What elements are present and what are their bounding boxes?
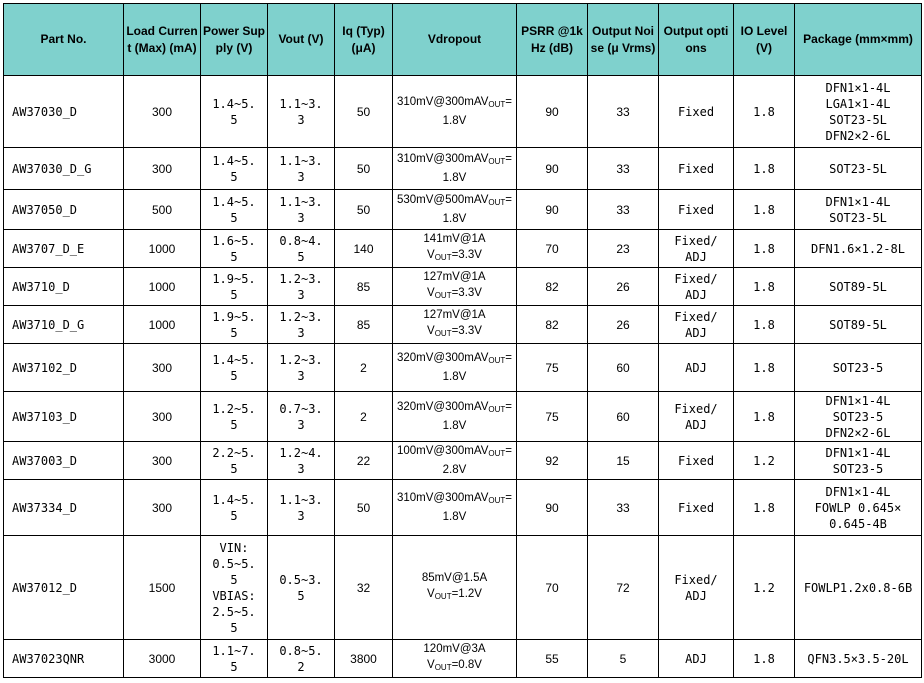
vout-cell [268,536,335,640]
load-current-cell: 1000 [124,268,201,306]
output-options-cell [659,480,734,536]
cell-line: 3 [297,210,305,225]
cell-line: Fixed [677,500,715,515]
part-no-cell: AW37023QNR [4,640,124,678]
output-options-cell [659,148,734,190]
cell-line: $V_{OUT}=0.8V$ [427,659,482,672]
power-supply-cell [201,268,268,306]
vdropout-cell [393,392,517,442]
output-noise-cell: 26 [588,306,659,344]
io-level-cell: 1.8 [734,190,795,230]
cell-line: 1.4~5. [212,194,256,209]
table-row [4,392,922,442]
output-options-cell [659,268,734,306]
load-current-cell: 1000 [124,306,201,344]
cell-line: 2 [297,659,305,674]
iq-cell: 22 [335,442,393,480]
package-cell [795,536,922,640]
header-vout: Vout (V) [268,4,335,76]
cell-line: 120mV@3A [423,643,486,655]
output-options-cell [659,536,734,640]
vout-cell [268,344,335,392]
header-package: Package (mm×mm) [795,4,922,76]
header-part-no: Part No. [4,4,124,76]
cell-line: DFN1×1-4L [825,393,891,408]
iq-cell: 85 [335,306,393,344]
cell-line: SOT23-5 [832,360,884,375]
cell-line: 5 [230,112,238,127]
cell-line: LGA1×1-4L [825,96,891,111]
vdropout-cell [393,148,517,190]
cell-line: 3 [297,461,305,476]
cell-line: 1.8V [442,172,467,184]
cell-line: 0.5~3. [279,572,323,587]
psrr-cell: 90 [517,480,588,536]
io-level-cell: 1.8 [734,148,795,190]
table-row [4,148,922,190]
vdropout-cell [393,268,517,306]
cell-line: 1.2~3. [279,352,323,367]
cell-line: DFN1×1-4L [825,445,891,460]
cell-line: 3 [297,508,305,523]
cell-line: 1.1~3. [279,153,323,168]
cell-line: Fixed [677,104,715,119]
output-options-cell [659,190,734,230]
header-vdropout: Vdropout [393,4,517,76]
header-row [4,4,922,76]
output-noise-cell: 60 [588,392,659,442]
package-cell [795,190,922,230]
cell-line: 5 [297,588,305,603]
psrr-cell: 90 [517,190,588,230]
cell-line: ADJ [685,651,707,666]
cell-line: 5 [230,249,238,264]
power-supply-cell [201,230,268,268]
table-row [4,268,922,306]
psrr-cell: 82 [517,306,588,344]
power-supply-cell [201,392,268,442]
psrr-cell: 75 [517,344,588,392]
cell-line: 3 [297,112,305,127]
cell-line: 1.4~5. [212,352,256,367]
iq-cell: 50 [335,190,393,230]
cell-line: 1.2~3. [279,271,323,286]
cell-line: 3 [297,287,305,302]
output-noise-cell: 15 [588,442,659,480]
vout-cell [268,268,335,306]
cell-line: 1.8V [442,420,467,432]
load-current-cell: 300 [124,76,201,148]
cell-line: 1.1~3. [279,96,323,111]
part-no-cell: AW37030_D [4,76,124,148]
part-no-cell: AW3710_D_G [4,306,124,344]
cell-line: 141mV@1A [423,233,486,245]
vdropout-cell [393,536,517,640]
output-options-cell [659,76,734,148]
part-no-cell: AW37003_D [4,442,124,480]
load-current-cell: 300 [124,392,201,442]
vdropout-cell [393,344,517,392]
cell-line: VBIAS: [212,588,256,603]
package-cell [795,344,922,392]
output-noise-cell: 72 [588,536,659,640]
output-options-cell [659,640,734,678]
vout-cell [268,640,335,678]
header-load-current: Load Current (Max) (mA) [124,4,201,76]
part-no-cell: AW37012_D [4,536,124,640]
cell-line: 0.645-4B [829,516,887,531]
output-noise-cell: 60 [588,344,659,392]
vout-cell [268,392,335,442]
cell-line: DFN1×1-4L [825,194,891,209]
cell-line: Fixed/ [674,271,718,286]
package-cell [795,76,922,148]
power-supply-cell [201,306,268,344]
load-current-cell: 300 [124,344,201,392]
cell-line: 1.8V [442,213,467,225]
header-iq: Iq (Typ) (μA) [335,4,393,76]
psrr-cell: 55 [517,640,588,678]
cell-line: 100mV@300mAV$_{OUT}$= [397,445,512,458]
output-options-cell [659,392,734,442]
cell-line: SOT23-5L [829,161,887,176]
load-current-cell: 300 [124,148,201,190]
part-no-cell: AW3707_D_E [4,230,124,268]
cell-line: 310mV@300mAV$_{OUT}$= [397,96,512,109]
subscript-out: OUT [488,157,506,166]
iq-cell: 50 [335,76,393,148]
cell-line: 1.4~5. [212,492,256,507]
subscript-out: OUT [488,405,506,414]
psrr-cell: 70 [517,536,588,640]
output-options-cell [659,442,734,480]
output-noise-cell: 33 [588,190,659,230]
cell-line: 127mV@1A [423,271,486,283]
cell-line: 5 [230,461,238,476]
vdropout-cell [393,480,517,536]
psrr-cell: 75 [517,392,588,442]
header-psrr: PSRR @1kHz (dB) [517,4,588,76]
cell-line: SOT23-5 [832,409,884,424]
cell-line: VIN: [219,540,249,555]
cell-line: Fixed/ [674,401,718,416]
cell-line: 127mV@1A [423,309,486,321]
subscript-out: OUT [488,100,506,109]
cell-line: Fixed/ [674,233,718,248]
io-level-cell: 1.8 [734,640,795,678]
power-supply-cell [201,190,268,230]
vdropout-cell [393,230,517,268]
cell-line: ADJ [685,325,707,340]
cell-line: 1.1~7. [212,643,256,658]
cell-line: Fixed [677,202,715,217]
table-row [4,480,922,536]
vout-cell [268,442,335,480]
subscript-out: OUT [488,496,506,505]
vout-cell [268,230,335,268]
package-cell [795,640,922,678]
cell-line: 3 [297,325,305,340]
output-noise-cell: 33 [588,148,659,190]
cell-line: DFN2×2-6L [825,128,891,143]
cell-line: 1.1~3. [279,492,323,507]
power-supply-cell [201,442,268,480]
io-level-cell: 1.8 [734,268,795,306]
cell-line: 0.8~4. [279,233,323,248]
cell-line: 2.5~5. [212,604,256,619]
cell-line: 1.9~5. [212,271,256,286]
cell-line: Fixed/ [674,309,718,324]
package-cell [795,230,922,268]
subscript-out: OUT [434,253,452,262]
table-body [4,76,922,678]
cell-line: ADJ [685,588,707,603]
cell-line: DFN2×2-6L [825,425,891,440]
psrr-cell: 82 [517,268,588,306]
iq-cell: 2 [335,344,393,392]
output-options-cell [659,306,734,344]
cell-line: 1.8V [442,371,467,383]
package-cell [795,148,922,190]
subscript-out: OUT [434,592,452,601]
part-no-cell: AW37334_D [4,480,124,536]
power-supply-cell [201,480,268,536]
cell-line: ADJ [685,417,707,432]
vout-cell [268,480,335,536]
cell-line: ADJ [685,249,707,264]
load-current-cell: 300 [124,442,201,480]
cell-line: 2.8V [442,464,467,476]
io-level-cell: 1.8 [734,392,795,442]
vdropout-cell [393,306,517,344]
cell-line: SOT23-5L [829,210,887,225]
cell-line: 310mV@300mAV$_{OUT}$= [397,153,512,166]
cell-line: 5 [230,572,238,587]
table-row [4,640,922,678]
cell-line: 320mV@300mAV$_{OUT}$= [397,401,512,414]
load-current-cell: 3000 [124,640,201,678]
cell-line: $V_{OUT}=1.2V$ [427,588,482,601]
cell-line: 0.7~3. [279,401,323,416]
vout-cell [268,76,335,148]
cell-line: 5 [230,508,238,523]
cell-line: 1.1~3. [279,194,323,209]
vdropout-cell [393,76,517,148]
subscript-out: OUT [434,291,452,300]
package-cell [795,442,922,480]
iq-cell: 50 [335,480,393,536]
header-output-options: Output options [659,4,734,76]
load-current-cell: 300 [124,480,201,536]
package-cell [795,306,922,344]
cell-line: $V_{OUT}=3.3V$ [427,325,482,338]
table-row [4,230,922,268]
cell-line: SOT23-5L [829,112,887,127]
subscript-out: OUT [488,356,506,365]
cell-line: Fixed [677,453,715,468]
cell-line: ADJ [685,287,707,302]
cell-line: FOWLP1.2x0.8-6B [803,580,913,595]
iq-cell: 2 [335,392,393,442]
cell-line: 0.5~5. [212,556,256,571]
cell-line: Fixed/ [674,572,718,587]
cell-line: $V_{OUT}=3.3V$ [427,287,482,300]
ldo-spec-table [3,3,922,678]
cell-line: 3 [297,368,305,383]
table-row [4,190,922,230]
cell-line: 530mV@500mAV$_{OUT}$= [397,194,512,207]
cell-line: 1.4~5. [212,153,256,168]
vdropout-cell [393,640,517,678]
table-row [4,344,922,392]
iq-cell: 32 [335,536,393,640]
power-supply-cell [201,344,268,392]
table-row [4,536,922,640]
iq-cell: 85 [335,268,393,306]
package-cell [795,268,922,306]
cell-line: 320mV@300mAV$_{OUT}$= [397,352,512,365]
cell-line: SOT89-5L [829,317,887,332]
vout-cell [268,148,335,190]
cell-line: Fixed [677,161,715,176]
output-noise-cell: 23 [588,230,659,268]
cell-line: 3 [297,169,305,184]
cell-line: FOWLP 0.645× [814,500,902,515]
cell-line: DFN1×1-4L [825,80,891,95]
part-no-cell: AW37050_D [4,190,124,230]
output-noise-cell: 33 [588,480,659,536]
io-level-cell: 1.8 [734,76,795,148]
power-supply-cell [201,148,268,190]
cell-line: 5 [230,210,238,225]
psrr-cell: 70 [517,230,588,268]
part-no-cell: AW37103_D [4,392,124,442]
table-row [4,442,922,480]
output-noise-cell: 5 [588,640,659,678]
package-cell [795,392,922,442]
header-power-supply: Power Supply (V) [201,4,268,76]
output-options-cell [659,230,734,268]
power-supply-cell [201,536,268,640]
cell-line: 2.2~5. [212,445,256,460]
io-level-cell: 1.8 [734,230,795,268]
cell-line: 5 [230,620,238,635]
output-noise-cell: 33 [588,76,659,148]
io-level-cell: 1.8 [734,306,795,344]
io-level-cell: 1.8 [734,480,795,536]
header-output-noise: Output Noise (μ Vrms) [588,4,659,76]
cell-line: 1.2~3. [279,309,323,324]
cell-line: 310mV@300mAV$_{OUT}$= [397,492,512,505]
cell-line: DFN1×1-4L [825,484,891,499]
load-current-cell: 1500 [124,536,201,640]
table-row [4,306,922,344]
cell-line: 5 [230,659,238,674]
table-row [4,76,922,148]
psrr-cell: 90 [517,148,588,190]
cell-line: SOT23-5 [832,461,884,476]
subscript-out: OUT [434,329,452,338]
cell-line: 1.8V [442,511,467,523]
subscript-out: OUT [488,449,506,458]
cell-line: 1.2~4. [279,445,323,460]
cell-line: ADJ [685,360,707,375]
cell-line: 5 [230,368,238,383]
cell-line: 85mV@1.5A [421,572,488,584]
psrr-cell: 92 [517,442,588,480]
part-no-cell: AW37102_D [4,344,124,392]
power-supply-cell [201,76,268,148]
subscript-out: OUT [434,663,452,672]
cell-line: 1.8V [442,115,467,127]
vdropout-cell [393,442,517,480]
output-noise-cell: 26 [588,268,659,306]
vout-cell [268,306,335,344]
vout-cell [268,190,335,230]
cell-line: 5 [230,287,238,302]
cell-line: 3 [297,417,305,432]
iq-cell: 50 [335,148,393,190]
io-level-cell: 1.2 [734,442,795,480]
subscript-out: OUT [488,198,506,207]
load-current-cell: 500 [124,190,201,230]
part-no-cell: AW37030_D_G [4,148,124,190]
cell-line: SOT89-5L [829,279,887,294]
cell-line: QFN3.5×3.5-20L [807,651,909,666]
cell-line: 1.9~5. [212,309,256,324]
power-supply-cell [201,640,268,678]
cell-line: 5 [230,325,238,340]
cell-line: DFN1.6×1.2-8L [811,241,905,256]
cell-line: $V_{OUT}=3.3V$ [427,249,482,262]
package-cell [795,480,922,536]
io-level-cell: 1.8 [734,344,795,392]
cell-line: 5 [230,417,238,432]
cell-line: 1.6~5. [212,233,256,248]
iq-cell: 140 [335,230,393,268]
vdropout-cell [393,190,517,230]
iq-cell: 3800 [335,640,393,678]
psrr-cell: 90 [517,76,588,148]
io-level-cell: 1.2 [734,536,795,640]
cell-line: 5 [297,249,305,264]
output-options-cell [659,344,734,392]
part-no-cell: AW3710_D [4,268,124,306]
header-io-level: IO Level (V) [734,4,795,76]
cell-line: 1.4~5. [212,96,256,111]
cell-line: 1.2~5. [212,401,256,416]
cell-line: 0.8~5. [279,643,323,658]
cell-line: 5 [230,169,238,184]
load-current-cell: 1000 [124,230,201,268]
